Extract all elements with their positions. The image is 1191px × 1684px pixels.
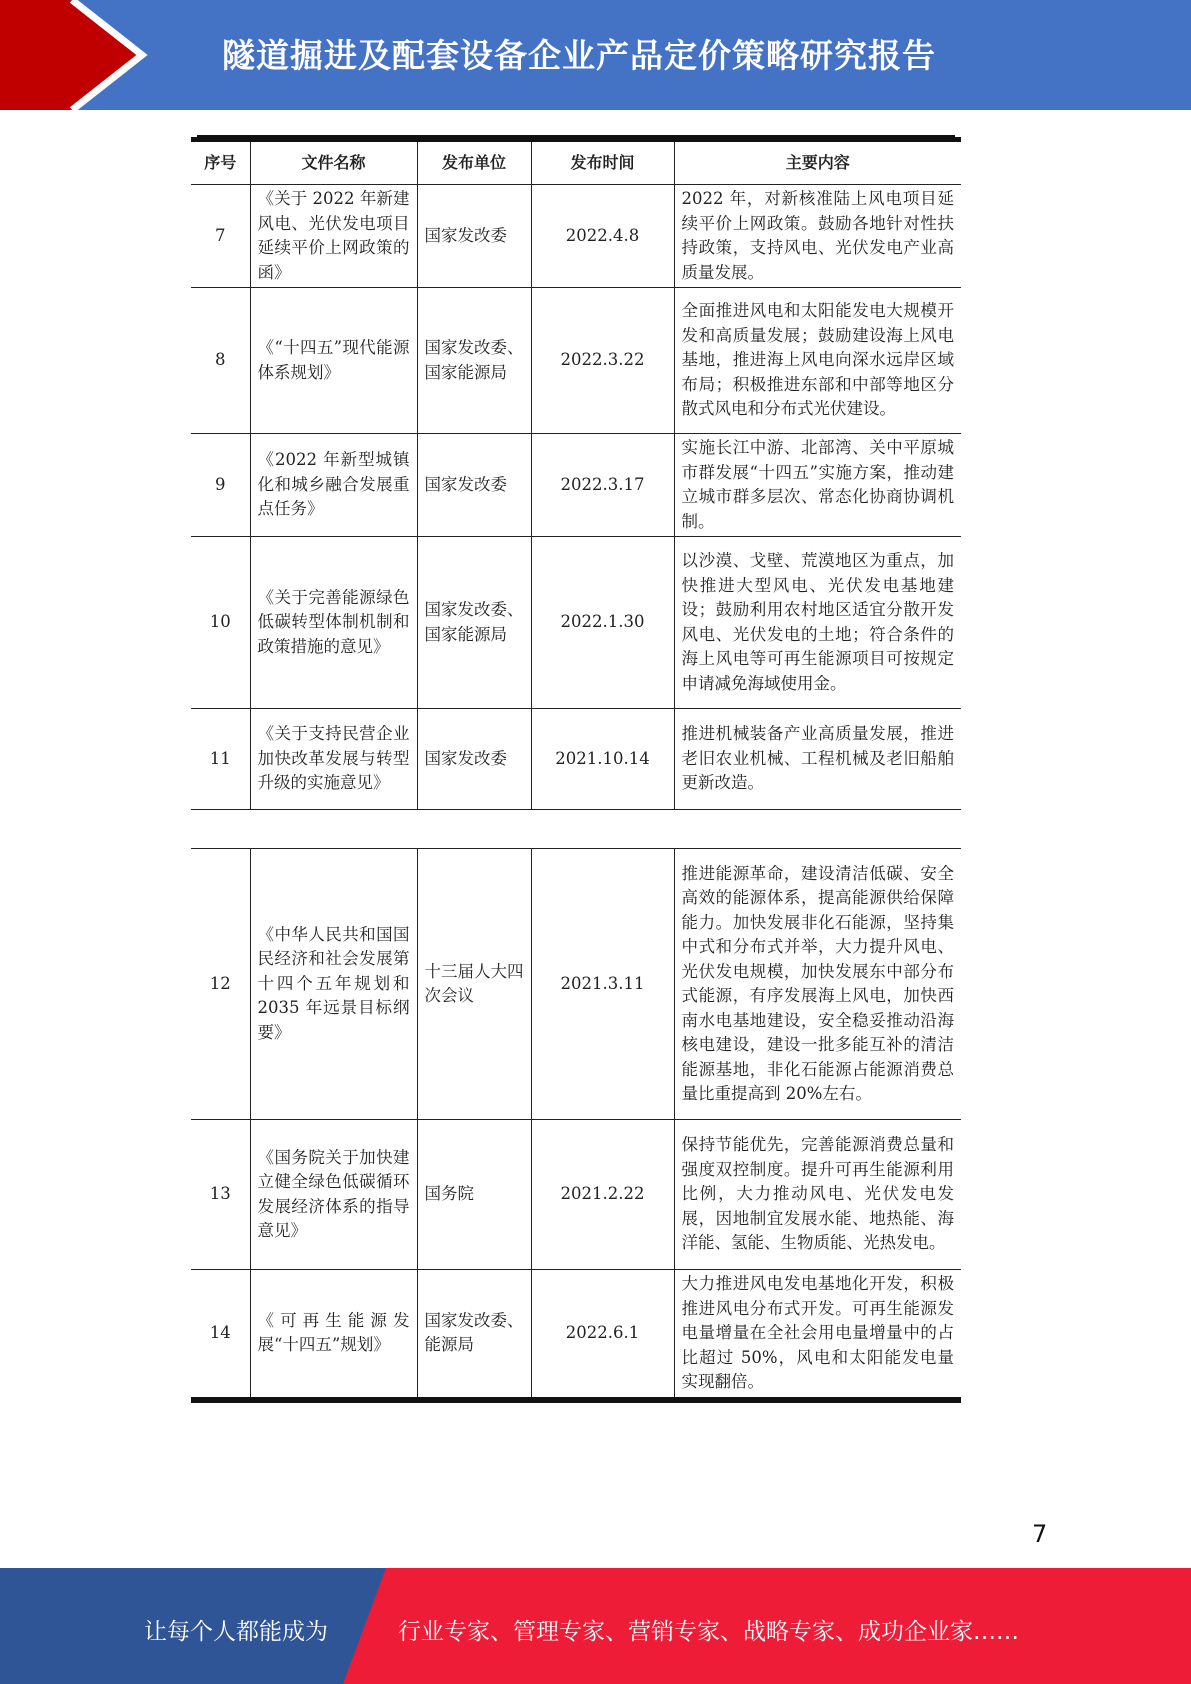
cell-issuer: 国家发改委、国家能源局	[417, 288, 531, 434]
page-number: 7	[1032, 1520, 1048, 1548]
column-header-issue-date: 发布时间	[531, 140, 674, 185]
policy-table-part-1	[191, 137, 961, 810]
cell-issue-date: 2022.4.8	[531, 185, 674, 288]
cell-issue-date: 2022.6.1	[531, 1270, 674, 1400]
cell-document-name: 《可再生能源发展“十四五”规划》	[250, 1270, 417, 1400]
footer-slogan-right: 行业专家、管理专家、营销专家、战略专家、成功企业家……	[398, 1619, 1019, 1645]
column-header-document-name: 文件名称	[250, 140, 417, 185]
cell-seq: 9	[191, 434, 250, 537]
cell-seq: 11	[191, 709, 250, 810]
chevron-decoration-icon	[0, 0, 200, 110]
cell-seq: 12	[191, 849, 250, 1120]
cell-main-content: 推进能源革命，建设清洁低碳、安全高效的能源体系，提高能源供给保障能力。加快发展非化石能源，坚持集中式和分布式并举，大力提升风电、光伏发电规模，加快发展东中部分布式能源，有序发展海上风电，加快西南水电基地建设，安全稳妥推动沿海核电建设，建设一批多能互补的清洁能源基地，非化石能源占能源消费总量比重提高到 20%左右。	[674, 849, 961, 1120]
table-row	[191, 1120, 961, 1270]
cell-issuer: 国家发改委、能源局	[417, 1270, 531, 1400]
footer-banner	[0, 1568, 1191, 1684]
cell-issuer: 国家发改委	[417, 709, 531, 810]
cell-issuer: 国家发改委、国家能源局	[417, 537, 531, 709]
cell-document-name: 《2022 年新型城镇化和城乡融合发展重点任务》	[250, 434, 417, 537]
cell-issue-date: 2022.3.17	[531, 434, 674, 537]
report-header	[0, 0, 1191, 110]
table-row	[191, 434, 961, 537]
cell-issuer: 国家发改委	[417, 185, 531, 288]
column-header-seq: 序号	[191, 140, 250, 185]
column-header-issuer: 发布单位	[417, 140, 531, 185]
table-row	[191, 1270, 961, 1400]
cell-document-name: 《国务院关于加快建立健全绿色低碳循环发展经济体系的指导意见》	[250, 1120, 417, 1270]
cell-issuer: 国家发改委	[417, 434, 531, 537]
cell-main-content: 大力推进风电发电基地化开发，积极推进风电分布式开发。可再生能源发电量增量在全社会用电量增量中的占比超过 50%，风电和太阳能发电量实现翻倍。	[674, 1270, 961, 1400]
footer-slogan-left: 让每个人都能成为	[144, 1619, 328, 1645]
cell-document-name: 《关于 2022 年新建风电、光伏发电项目延续平价上网政策的函》	[250, 185, 417, 288]
table-header-row	[191, 140, 961, 185]
cell-main-content: 2022 年，对新核准陆上风电项目延续平价上网政策。鼓励各地针对性扶持政策，支持风电、光伏发电产业高质量发展。	[674, 185, 961, 288]
table-row	[191, 537, 961, 709]
cell-issue-date: 2021.3.11	[531, 849, 674, 1120]
cell-issuer: 十三届人大四次会议	[417, 849, 531, 1120]
cell-main-content: 全面推进风电和太阳能发电大规模开发和高质量发展；鼓励建设海上风电基地，推进海上风电向深水远岸区域布局；积极推进东部和中部等地区分散式风电和分布式光伏建设。	[674, 288, 961, 434]
table-row	[191, 288, 961, 434]
cell-document-name: 《中华人民共和国国民经济和社会发展第十四个五年规划和 2035 年远景目标纲要》	[250, 849, 417, 1120]
report-title: 隧道掘进及配套设备企业产品定价策略研究报告	[222, 36, 936, 75]
cell-seq: 7	[191, 185, 250, 288]
cell-issue-date: 2022.3.22	[531, 288, 674, 434]
cell-main-content: 以沙漠、戈壁、荒漠地区为重点，加快推进大型风电、光伏发电基地建设；鼓励利用农村地区适宜分散开发风电、光伏发电的土地；符合条件的海上风电等可再生能源项目可按规定申请减免海域使用金。	[674, 537, 961, 709]
cell-main-content: 保持节能优先，完善能源消费总量和强度双控制度。提升可再生能源利用比例，大力推动风电、光伏发电发展，因地制宜发展水能、地热能、海洋能、氢能、生物质能、光热发电。	[674, 1120, 961, 1270]
cell-seq: 14	[191, 1270, 250, 1400]
column-header-main-content: 主要内容	[674, 140, 961, 185]
cell-issue-date: 2022.1.30	[531, 537, 674, 709]
cell-seq: 10	[191, 537, 250, 709]
cell-main-content: 实施长江中游、北部湾、关中平原城市群发展“十四五”实施方案，推动建立城市群多层次、常态化协商协调机制。	[674, 434, 961, 537]
cell-issue-date: 2021.10.14	[531, 709, 674, 810]
cell-seq: 13	[191, 1120, 250, 1270]
policy-table-part-2	[191, 848, 961, 1403]
cell-document-name: 《关于支持民营企业加快改革发展与转型升级的实施意见》	[250, 709, 417, 810]
cell-document-name: 《“十四五”现代能源体系规划》	[250, 288, 417, 434]
table-row	[191, 709, 961, 810]
cell-document-name: 《关于完善能源绿色低碳转型体制机制和政策措施的意见》	[250, 537, 417, 709]
cell-issuer: 国务院	[417, 1120, 531, 1270]
table-row	[191, 185, 961, 288]
cell-seq: 8	[191, 288, 250, 434]
table-row	[191, 849, 961, 1120]
cell-main-content: 推进机械装备产业高质量发展，推进老旧农业机械、工程机械及老旧船舶更新改造。	[674, 709, 961, 810]
cell-issue-date: 2021.2.22	[531, 1120, 674, 1270]
